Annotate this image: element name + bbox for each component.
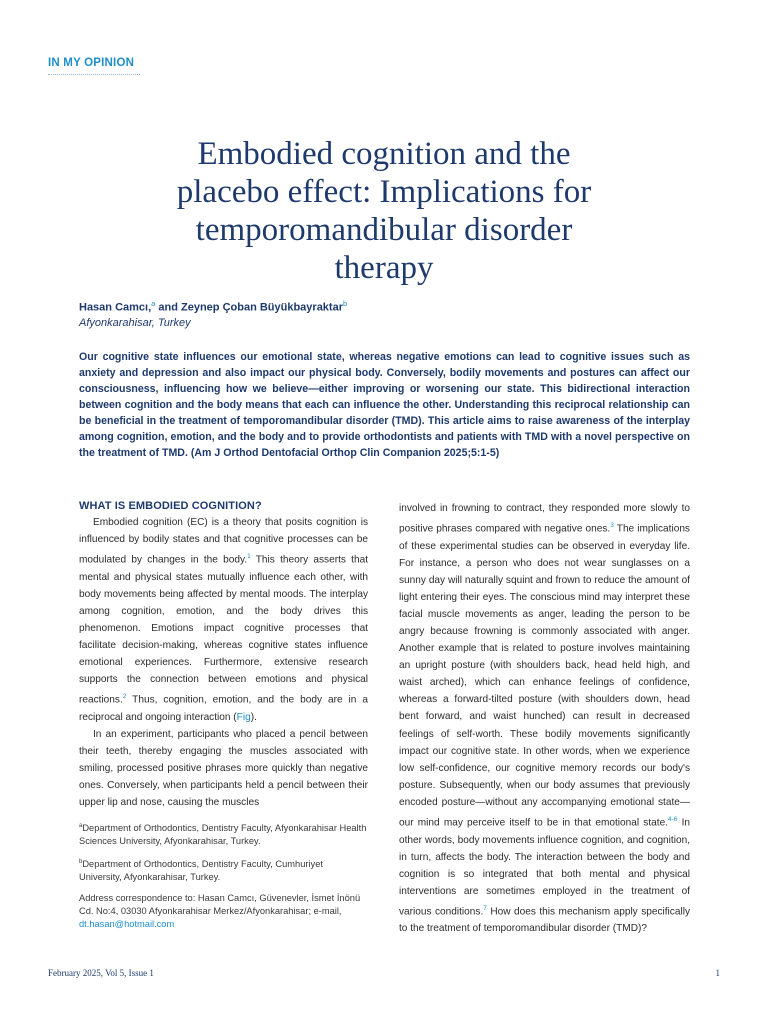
reference-1[interactable]: 1 xyxy=(247,553,251,561)
footnote-b-text: Department of Orthodontics, Dentistry Faculty, Cumhuriyet University, Afyonkarahisar, Turkey. xyxy=(79,859,323,883)
author-location: Afyonkarahisar, Turkey xyxy=(79,317,191,329)
email-link[interactable]: dt.hasan@hotmail.com xyxy=(79,919,175,930)
issue-info: February 2025, Vol 5, Issue 1 xyxy=(48,968,154,978)
abstract: Our cognitive state influences our emotional state, whereas negative emotions can lead to cognitive issues such as anxiety and depression and also impact our physical body. Conversely, bodily movements and postures can affect our consciousness, influencing how we believe—either improving or worsening our state. This bidirectional interaction between cognition and the body means that each can influence the other. Understanding this reciprocal relationship can be beneficial in the treatment of temporomandibular disorder (TMD). This article aims to raise awareness of the interplay among cognition, emotion, and the body and to provide orthodontists and patients with TMD with a novel perspective on the treatment of TMD. (Am J Orthod Dentofacial Orthop Clin Companion 2025;5:1-5) xyxy=(79,351,690,459)
correspondence-address: Address correspondence to: Hasan Camcı, Güvenevler, İsmet İnönü Cd. No:4, 03030 Afyonkarahisar Merkez/Afyonkarahisar; e-mail, xyxy=(79,893,361,917)
reference-2[interactable]: 2 xyxy=(122,693,127,701)
reference-7[interactable]: 7 xyxy=(483,904,487,912)
page-number: 1 xyxy=(715,968,720,978)
footnote-b xyxy=(79,856,368,884)
paragraph-3-text-d: How does this mechanism apply specifically to the treatment of temporomandibular disorder (TMD)? xyxy=(399,906,690,935)
section-label: IN MY OPINION xyxy=(48,57,135,69)
footnote-b-mark: b xyxy=(79,859,83,866)
right-column xyxy=(399,500,690,937)
left-column xyxy=(79,500,368,811)
paragraph-1-text-d: ). xyxy=(250,711,257,723)
paragraph-1-text-a: Embodied cognition (EC) is a theory that posits cognition is influenced by bodily states and that cognitive processes can be modulated by changes in the body. xyxy=(79,517,368,566)
paragraph-1-text-b: This theory asserts that mental and physical states mutually influence each other, with body movements being affected by mental moods. The interplay among cognition, emotion, and the body drives this phenomenon. Emotions impact cognitive processes that facilitate decision-making, whereas cognitive states influence emotional experiences. Furthermore, extensive research supports the connection between emotions and physical reactions. xyxy=(79,554,369,706)
author-1: Hasan Camcı, xyxy=(79,301,152,314)
author-1-affiliation-mark: a xyxy=(151,299,156,308)
author-line xyxy=(79,299,347,314)
footnote-a-text: Department of Orthodontics, Dentistry Faculty, Afyonkarahisar Health Sciences University, Afyonkarahisar, Turkey. xyxy=(79,823,367,847)
section-divider xyxy=(48,74,140,77)
author-2-affiliation-mark: b xyxy=(343,299,348,308)
footnotes xyxy=(79,820,368,939)
paragraph-1 xyxy=(79,514,368,726)
paragraph-3 xyxy=(399,500,690,937)
section-heading: WHAT IS EMBODIED COGNITION? xyxy=(79,500,262,512)
footnote-a-mark: a xyxy=(79,823,83,829)
correspondence xyxy=(79,892,368,931)
article-title: Embodied cognition and the placebo effect: Implications for temporomandibular disorder therapy xyxy=(176,136,592,286)
paragraph-3-text-a: involved in frowning to contract, they responded more slowly to positive phrases compared with negative ones. xyxy=(399,503,690,535)
figure-link[interactable]: Fig xyxy=(236,711,251,723)
author-2: and Zeynep Çoban Büyükbayraktar xyxy=(155,301,343,314)
reference-4-6[interactable]: 4-6 xyxy=(667,816,678,824)
paragraph-1-text-c: Thus, cognition, emotion, and the body are in a reciprocal and ongoing interaction ( xyxy=(79,694,368,723)
reference-3[interactable]: 3 xyxy=(610,522,614,530)
footnote-a xyxy=(79,820,368,848)
paragraph-3-text-b: The implications of these experimental studies can be observed in everyday life. For instance, a person who does not wear sunglasses on a sunny day will naturally squint and frown to reduce the amount of light entering their eyes. The conscious mind may interpret these facial muscle movements as anger, leading the person to be angry because frowning is commonly associated with anger. Another example that is related to posture involves maintaining an upright posture (with shoulders back, head held high, and waist arched), which can enhance feelings of confidence, whereas a forward-tilted posture (with shoulders down, head bent forward, and waist hunched) can result in decreased feelings of self-worth. These bodily movements significantly impact our cognitive state. In other words, when we experience low self-confidence, our cognitive memory records our body's posture. Subsequently, when our body assumes that previously encoded posture—without any accompanying emotional state—our mind may perceive itself to be in that emotional state. xyxy=(399,523,690,829)
paragraph-2: In an experiment, participants who placed a pencil between their teeth, thereby engaging the muscles associated with smiling, processed positive phrases more quickly than negative ones. Conversely, when participants held a pencil between their upper lip and nose, causing the muscles xyxy=(79,728,368,809)
paragraph-3-text-c: In other words, body movements influence cognition, and cognition, in turn, affects the body. The interaction between the body and cognition is so integrated that both mental and physical interventions are sometimes employed in the treatment of various conditions. xyxy=(399,817,690,918)
